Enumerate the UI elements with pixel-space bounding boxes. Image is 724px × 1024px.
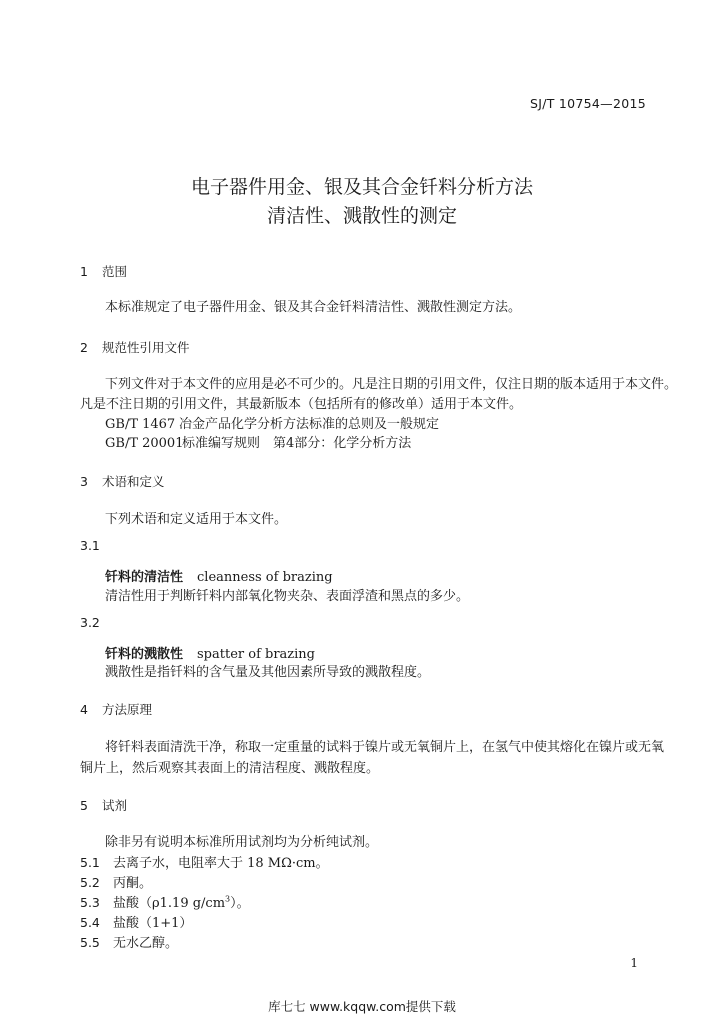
section-2-heading bbox=[80, 338, 190, 356]
term-chinese: 钎料的溅散性 bbox=[105, 647, 184, 662]
reagent-text: 盐酸（1+1） bbox=[113, 916, 193, 931]
reagent-number: 5.1 bbox=[80, 855, 100, 870]
term-definition: 清洁性用于判断钎料内部氧化物夹杂、表面浮渣和黑点的多少。 bbox=[105, 589, 470, 604]
reagent-number: 5.2 bbox=[80, 875, 100, 890]
reference-item bbox=[105, 432, 411, 451]
reagent-text: 无水乙醇。 bbox=[113, 936, 179, 951]
section-1-heading bbox=[80, 262, 127, 280]
reference-item bbox=[105, 413, 439, 432]
section-4-paragraph-line1: 将钎料表面清洗干净，称取一定重量的试料于镍片或无氧铜片上，在氢气中使其熔化在镍片或无氧 bbox=[105, 740, 665, 755]
reference-code: GB/T 20001 bbox=[105, 436, 184, 451]
reagent-item bbox=[80, 932, 178, 951]
reagent-text: 丙酮。 bbox=[113, 876, 153, 891]
term-definition: 溅散性是指钎料的含气量及其他因素所导致的溅散程度。 bbox=[105, 665, 431, 680]
section-5-heading bbox=[80, 796, 127, 814]
section-title: 方法原理 bbox=[102, 702, 153, 717]
document-title-line1: 电子器件用金、银及其合金钎料分析方法 bbox=[190, 176, 533, 198]
reagent-number: 5.5 bbox=[80, 935, 100, 950]
section-title: 试剂 bbox=[102, 798, 128, 813]
term-chinese: 钎料的清洁性 bbox=[105, 570, 184, 585]
section-3-paragraph: 下列术语和定义适用于本文件。 bbox=[105, 512, 288, 527]
reagent-number: 5.4 bbox=[80, 915, 100, 930]
download-footer: 库七七 www.kqqw.com提供下载 bbox=[268, 999, 456, 1014]
section-title: 术语和定义 bbox=[102, 474, 165, 489]
term-number: 3.1 bbox=[80, 538, 100, 553]
reagent-text: 去离子水，电阻率大于 18 MΩ·cm。 bbox=[113, 856, 329, 871]
section-4-paragraph-line2: 铜片上，然后观察其表面上的清洁程度、溅散程度。 bbox=[80, 761, 380, 776]
section-title: 规范性引用文件 bbox=[102, 340, 190, 355]
section-number: 4 bbox=[80, 702, 88, 717]
section-number: 1 bbox=[80, 264, 88, 279]
reference-code: GB/T 1467 bbox=[105, 417, 176, 432]
section-number: 3 bbox=[80, 474, 88, 489]
section-4-heading bbox=[80, 700, 152, 718]
reference-title: 冶金产品化学分析方法标准的总则及一般规定 bbox=[179, 417, 440, 432]
term-number: 3.2 bbox=[80, 615, 100, 630]
standard-number: SJ/T 10754—2015 bbox=[529, 96, 646, 111]
section-number: 2 bbox=[80, 340, 88, 355]
section-2-paragraph-line2: 凡是不注日期的引用文件，其最新版本（包括所有的修改单）适用于本文件。 bbox=[80, 397, 523, 412]
section-title: 范围 bbox=[102, 264, 128, 279]
reagent-superscript: 3 bbox=[225, 894, 231, 904]
reagent-item bbox=[80, 852, 329, 871]
reagent-text-after: ）。 bbox=[230, 896, 250, 911]
section-2-paragraph-line1: 下列文件对于本文件的应用是必不可少的。凡是注日期的引用文件，仅注日期的版本适用于本文件。 bbox=[105, 377, 678, 392]
reagent-text-before: 盐酸（ρ1.19 g/cm bbox=[113, 896, 226, 911]
reagent-item bbox=[80, 872, 152, 891]
document-title-line2: 清洁性、溅散性的测定 bbox=[266, 205, 457, 227]
page-number: 1 bbox=[630, 956, 638, 970]
term-entry bbox=[105, 643, 315, 662]
section-number: 5 bbox=[80, 798, 88, 813]
term-entry bbox=[105, 566, 333, 585]
reagent-item bbox=[80, 912, 192, 931]
section-5-paragraph: 除非另有说明本标准所用试剂均为分析纯试剂。 bbox=[105, 835, 379, 850]
reagent-number: 5.3 bbox=[80, 895, 100, 910]
section-3-heading bbox=[80, 472, 165, 490]
term-english: cleanness of brazing bbox=[197, 570, 333, 585]
section-1-paragraph: 本标准规定了电子器件用金、银及其合金钎料清洁性、溅散性测定方法。 bbox=[105, 300, 522, 315]
reagent-item bbox=[80, 892, 250, 911]
reference-title: 标准编写规则 第4部分：化学分析方法 bbox=[182, 436, 412, 451]
term-english: spatter of brazing bbox=[197, 647, 316, 662]
